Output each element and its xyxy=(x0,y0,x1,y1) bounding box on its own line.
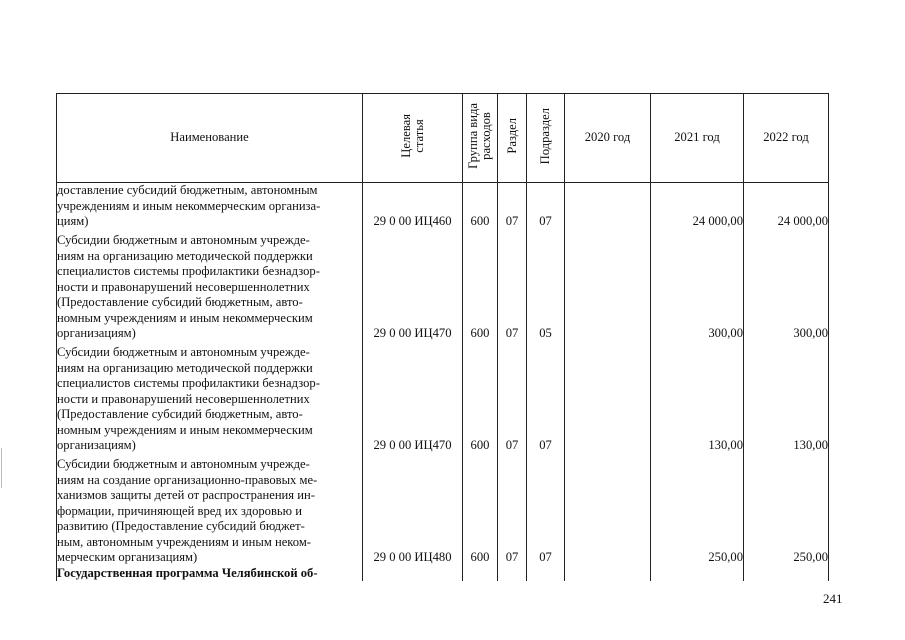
row-name-program: Государственная программа Челябинской об- xyxy=(57,566,363,582)
row-target: 29 0 00 ИЦ460 xyxy=(363,183,463,230)
col-2021-header: 2021 год xyxy=(651,94,744,183)
row-group: 600 xyxy=(463,454,498,566)
table-header-row xyxy=(57,94,829,183)
table-row xyxy=(57,342,829,454)
budget-table xyxy=(56,93,829,581)
row-name: Субсидии бюджетным и автономным учрежде- ниям на организацию методической поддержки специалистов системы профилактики безнадзор- ности и правонарушений несовершеннолетних (Предоставление субсидий бюджетным, авто- номным учреждениям и иным некоммерческим организациям) xyxy=(57,230,363,342)
col-target-header-line1: Целевая xyxy=(398,113,413,158)
row-section: 07 xyxy=(498,183,527,230)
col-subsection-header xyxy=(527,94,565,183)
row-2021: 250,00 xyxy=(651,454,744,566)
col-2020-header: 2020 год xyxy=(565,94,651,183)
row-subsection: 07 xyxy=(527,454,565,566)
col-2022-header: 2022 год xyxy=(744,94,829,183)
row-name: Субсидии бюджетным и автономным учрежде- ниям на организацию методической поддержки специалистов системы профилактики безнадзор- ности и правонарушений несовершеннолетних (Предоставление субсидий бюджетным, авто- номным учреждениям и иным некоммерческим организациям) xyxy=(57,342,363,454)
col-target-header xyxy=(363,94,463,183)
table-row xyxy=(57,566,829,582)
row-2022: 300,00 xyxy=(744,230,829,342)
col-section-header xyxy=(498,94,527,183)
table-row xyxy=(57,454,829,566)
col-target-header-line2: статья xyxy=(411,118,426,153)
page-number: 241 xyxy=(823,591,843,606)
row-2021: 300,00 xyxy=(651,230,744,342)
row-name: доставление субсидий бюджетным, автономным учреждениям и иным некоммерческим организа- циям) xyxy=(57,183,363,230)
row-2022: 24 000,00 xyxy=(744,183,829,230)
row-group: 600 xyxy=(463,183,498,230)
col-name-header: Наименование xyxy=(57,94,363,183)
row-target: 29 0 00 ИЦ470 xyxy=(363,230,463,342)
table-row xyxy=(57,183,829,230)
col-group-header-line1: Группа вида xyxy=(466,102,480,169)
row-target: 29 0 00 ИЦ470 xyxy=(363,342,463,454)
row-2020 xyxy=(565,183,651,230)
row-section: 07 xyxy=(498,342,527,454)
col-group-header xyxy=(463,94,498,183)
row-section: 07 xyxy=(498,230,527,342)
col-group-header-line2: расходов xyxy=(479,111,493,160)
row-name: Субсидии бюджетным и автономным учрежде- ниям на создание организационно-правовых ме- ханизмов защиты детей от распространения ин- формации, причиняющей вред их здоровью и развитию (Предоставление субсидий бюджет- ным, автономным учреждениям и иным неком- мерческим организациям) xyxy=(57,454,363,566)
row-section: 07 xyxy=(498,454,527,566)
row-group: 600 xyxy=(463,230,498,342)
col-section-header-text: Раздел xyxy=(504,117,519,154)
row-target: 29 0 00 ИЦ480 xyxy=(363,454,463,566)
row-subsection: 07 xyxy=(527,183,565,230)
row-2021: 130,00 xyxy=(651,342,744,454)
table-row xyxy=(57,230,829,342)
scan-edge-mark xyxy=(1,448,2,488)
row-2021: 24 000,00 xyxy=(651,183,744,230)
row-group: 600 xyxy=(463,342,498,454)
row-2020 xyxy=(565,342,651,454)
row-2020 xyxy=(565,454,651,566)
col-subsection-header-text: Подраздел xyxy=(538,107,552,164)
row-subsection: 07 xyxy=(527,342,565,454)
row-subsection: 05 xyxy=(527,230,565,342)
row-2020 xyxy=(565,230,651,342)
row-2022: 250,00 xyxy=(744,454,829,566)
row-2022: 130,00 xyxy=(744,342,829,454)
